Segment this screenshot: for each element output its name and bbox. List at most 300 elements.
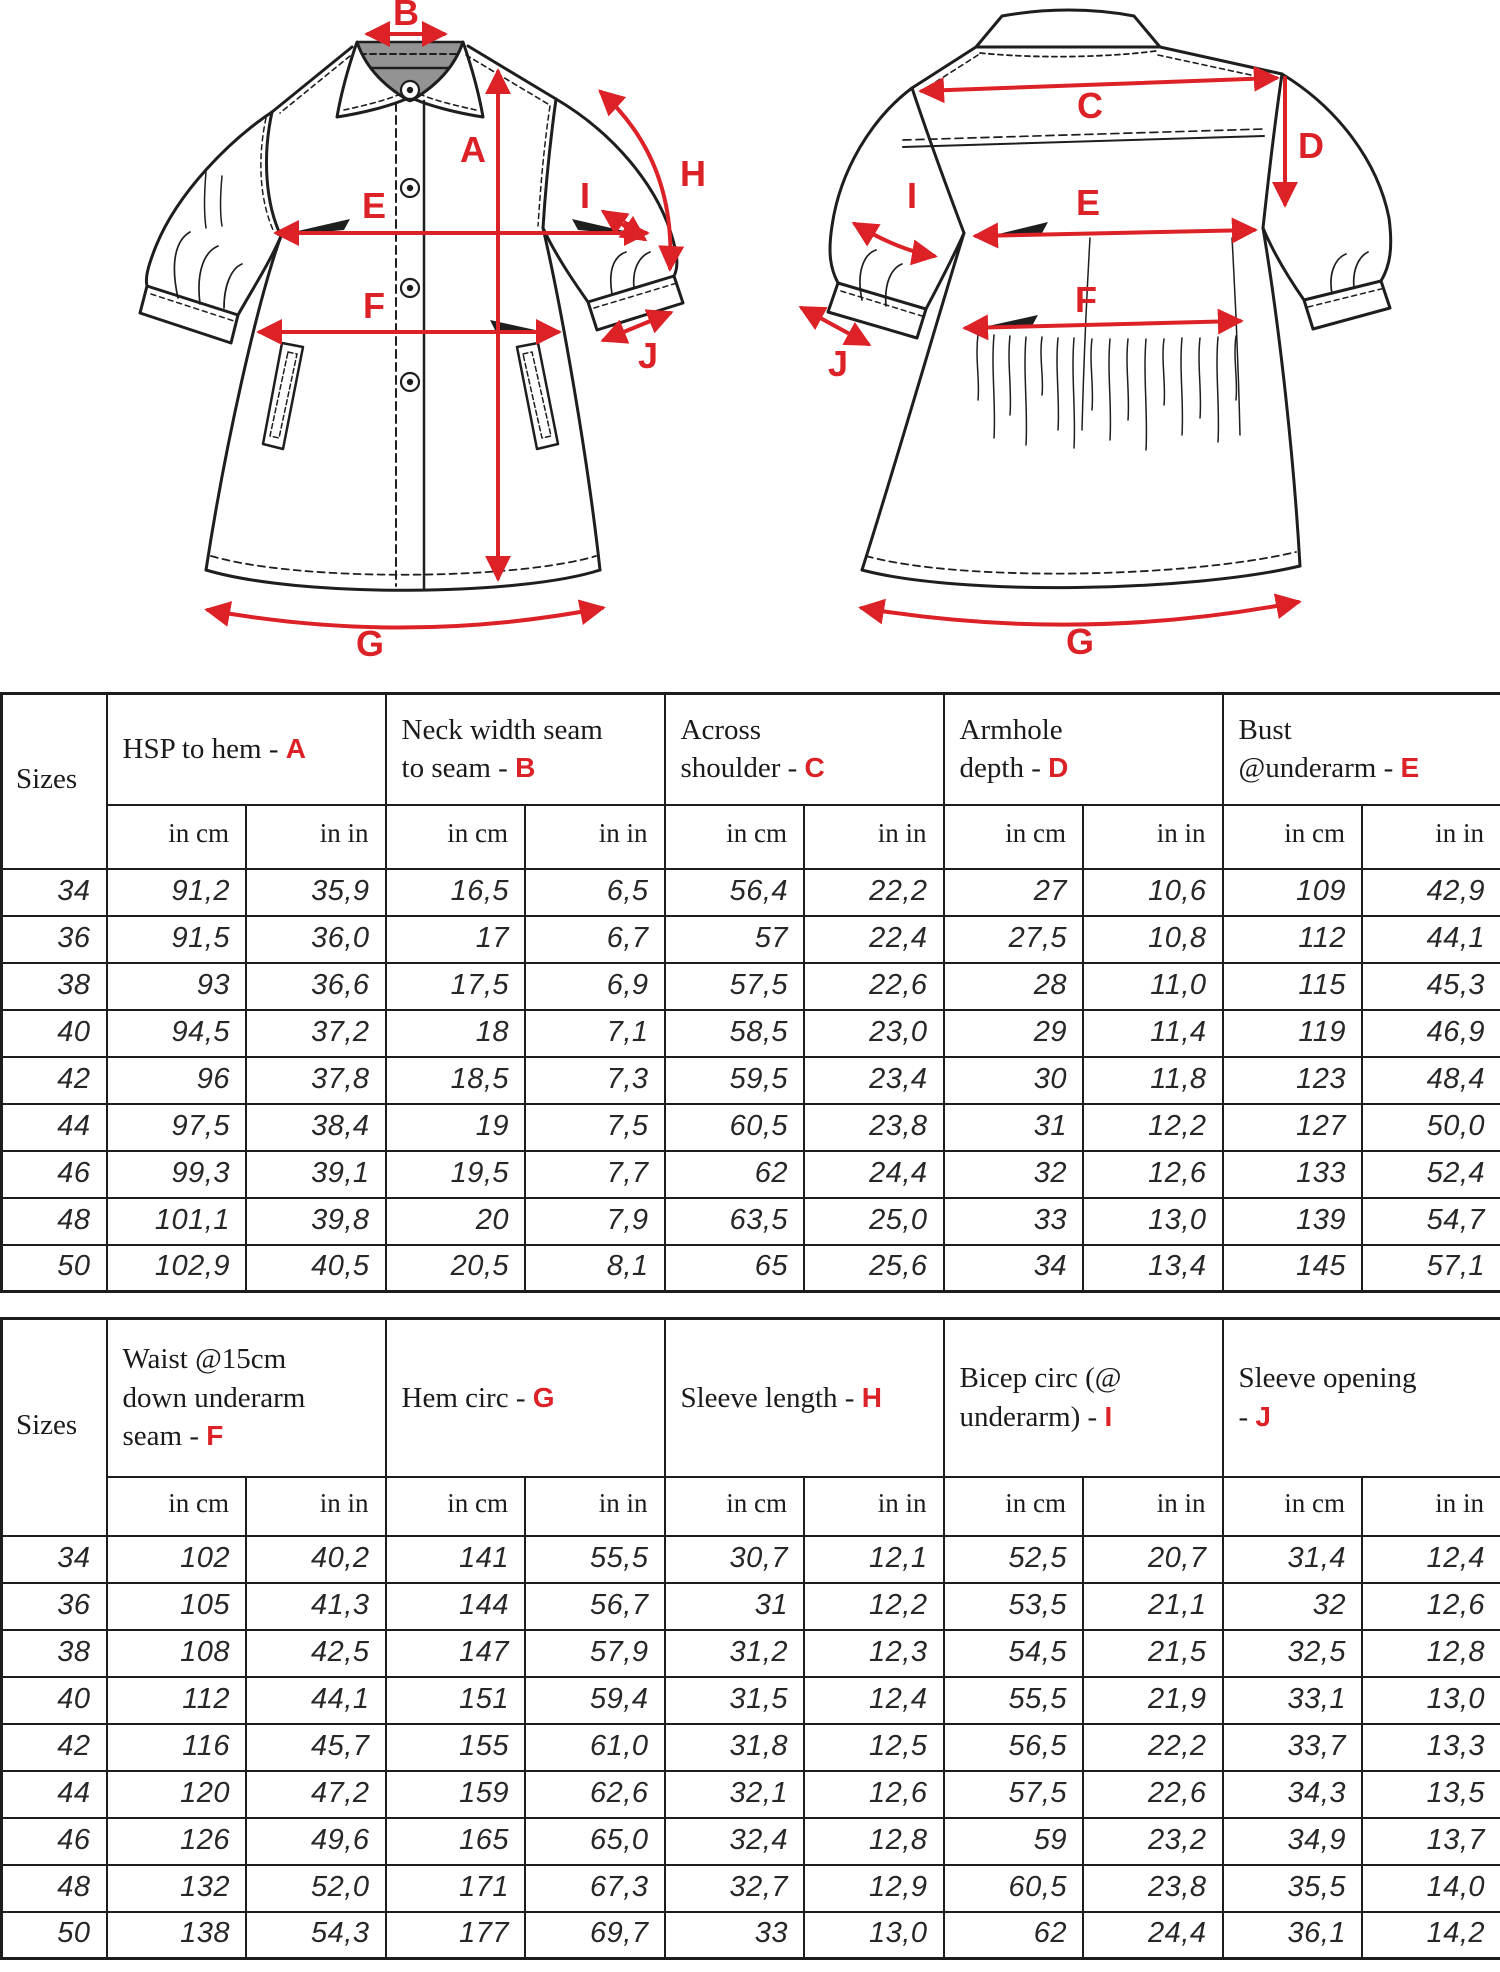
value-cell: 105 [107,1583,247,1630]
group-header-line: down underarm [122,1381,306,1414]
value-cell: 58,5 [665,1010,805,1057]
sizes-label: Sizes [16,1408,78,1441]
value-cell: 22,6 [804,963,944,1010]
value-cell: 31 [665,1583,805,1630]
value-cell: 24,4 [804,1151,944,1198]
measurement-table-f-j [0,1317,1500,1960]
value-cell: 40,5 [246,1245,386,1292]
group-header-line: Neck width seam [401,713,603,746]
size-cell: 36 [2,916,107,963]
measure-arrow-g-front [208,608,602,628]
value-cell: 17,5 [386,963,526,1010]
size-cell: 40 [2,1010,107,1057]
value-cell: 40,2 [246,1536,386,1583]
unit-header-cm: in cm [386,805,526,869]
sizes-column-header [2,1319,107,1536]
value-cell: 22,2 [1083,1724,1223,1771]
measure-label-h: H [680,153,706,194]
measure-letter-g: G [532,1381,555,1413]
value-cell: 6,9 [525,963,665,1010]
value-cell: 23,8 [1083,1865,1223,1912]
value-cell: 102 [107,1536,247,1583]
size-row-44 [2,1771,1500,1818]
size-row-34 [2,1536,1500,1583]
value-cell: 36,0 [246,916,386,963]
value-cell: 33,1 [1223,1677,1363,1724]
measure-label-f-front: F [363,285,385,326]
size-cell: 42 [2,1724,107,1771]
size-cell: 34 [2,1536,107,1583]
measure-label-e-back: E [1075,182,1101,223]
value-cell: 39,1 [246,1151,386,1198]
value-cell: 59,5 [665,1057,805,1104]
value-cell: 45,7 [246,1724,386,1771]
value-cell: 31 [944,1104,1084,1151]
value-cell: 67,3 [525,1865,665,1912]
measure-label-c: C [1077,85,1103,126]
measure-label-j-back: J [827,343,849,384]
group-header-line: shoulder - [680,752,798,785]
value-cell: 151 [386,1677,526,1724]
value-cell: 141 [386,1536,526,1583]
back-view-drawing [828,10,1391,588]
value-cell: 60,5 [665,1104,805,1151]
measure-letter-d: D [1048,752,1069,784]
value-cell: 93 [107,963,247,1010]
value-cell: 94,5 [107,1010,247,1057]
measure-letter-e: E [1400,752,1420,784]
value-cell: 37,8 [246,1057,386,1104]
value-cell: 147 [386,1630,526,1677]
value-cell: 50,0 [1362,1104,1500,1151]
value-cell: 11,4 [1083,1010,1223,1057]
value-cell: 132 [107,1865,247,1912]
value-cell: 32,5 [1223,1630,1363,1677]
value-cell: 12,2 [804,1583,944,1630]
gathering-lines [977,334,1236,450]
value-cell: 32,1 [665,1771,805,1818]
group-header-line: - [1238,1400,1249,1433]
value-cell: 31,5 [665,1677,805,1724]
value-cell: 49,6 [246,1818,386,1865]
group-header-line: @underarm - [1238,752,1394,785]
size-cell: 42 [2,1057,107,1104]
value-cell: 63,5 [665,1198,805,1245]
value-cell: 42,9 [1362,869,1500,916]
value-cell: 25,0 [804,1198,944,1245]
value-cell: 99,3 [107,1151,247,1198]
size-row-34 [2,869,1500,916]
unit-header-cm: in cm [1223,1477,1363,1536]
value-cell: 54,3 [246,1912,386,1959]
unit-header-in: in in [1362,805,1500,869]
unit-header-in: in in [1083,805,1223,869]
column-group-header-c [665,694,944,805]
value-cell: 101,1 [107,1198,247,1245]
value-cell: 44,1 [1362,916,1500,963]
front-measure-arrows [208,34,670,628]
size-row-38 [2,963,1500,1010]
value-cell: 32,7 [665,1865,805,1912]
value-cell: 35,9 [246,869,386,916]
value-cell: 48,4 [1362,1057,1500,1104]
size-cell: 50 [2,1912,107,1959]
value-cell: 22,6 [1083,1771,1223,1818]
value-cell: 12,4 [804,1677,944,1724]
value-cell: 60,5 [944,1865,1084,1912]
column-group-header-i [944,1319,1223,1477]
size-row-40 [2,1010,1500,1057]
measure-label-d: D [1298,125,1324,166]
size-row-48 [2,1198,1500,1245]
size-row-42 [2,1057,1500,1104]
measure-letter-f: F [206,1419,224,1451]
group-header-line: Bust [1238,713,1292,746]
unit-header-cm: in cm [386,1477,526,1536]
value-cell: 18,5 [386,1057,526,1104]
value-cell: 112 [1223,916,1363,963]
value-cell: 7,3 [525,1057,665,1104]
size-row-38 [2,1630,1500,1677]
value-cell: 13,0 [1362,1677,1500,1724]
value-cell: 171 [386,1865,526,1912]
value-cell: 12,6 [804,1771,944,1818]
value-cell: 7,5 [525,1104,665,1151]
value-cell: 69,7 [525,1912,665,1959]
value-cell: 126 [107,1818,247,1865]
measure-label-i-back: I [906,175,918,216]
value-cell: 65,0 [525,1818,665,1865]
measure-label-f-back: F [1075,279,1097,320]
value-cell: 18 [386,1010,526,1057]
measure-letter-i: I [1104,1400,1113,1432]
size-cell: 48 [2,1198,107,1245]
value-cell: 12,2 [1083,1104,1223,1151]
measure-label-j-front: J [637,335,659,376]
sizes-label: Sizes [16,762,78,795]
measure-label-g-back: G [1065,621,1095,662]
value-cell: 14,2 [1362,1912,1500,1959]
unit-header-in: in in [525,805,665,869]
value-cell: 12,1 [804,1536,944,1583]
value-cell: 31,2 [665,1630,805,1677]
value-cell: 12,8 [804,1818,944,1865]
value-cell: 16,5 [386,869,526,916]
size-row-50 [2,1912,1500,1959]
value-cell: 33,7 [1223,1724,1363,1771]
value-cell: 52,5 [944,1536,1084,1583]
size-cell: 50 [2,1245,107,1292]
measure-letter-c: C [804,752,825,784]
value-cell: 37,2 [246,1010,386,1057]
size-cell: 34 [2,869,107,916]
unit-header-cm: in cm [665,1477,805,1536]
size-cell: 48 [2,1865,107,1912]
column-group-header-j [1223,1319,1500,1477]
value-cell: 36,1 [1223,1912,1363,1959]
measurement-table-a-e [0,692,1500,1293]
value-cell: 6,7 [525,916,665,963]
measure-letter-a: A [285,733,307,765]
size-cell: 44 [2,1771,107,1818]
value-cell: 55,5 [944,1677,1084,1724]
value-cell: 13,3 [1362,1724,1500,1771]
value-cell: 55,5 [525,1536,665,1583]
value-cell: 12,5 [804,1724,944,1771]
value-cell: 20,5 [386,1245,526,1292]
value-cell: 13,5 [1362,1771,1500,1818]
value-cell: 23,2 [1083,1818,1223,1865]
size-row-50 [2,1245,1500,1292]
value-cell: 13,4 [1083,1245,1223,1292]
measure-label-e-front: E [361,185,387,226]
value-cell: 23,8 [804,1104,944,1151]
value-cell: 41,3 [246,1583,386,1630]
unit-header-in: in in [1083,1477,1223,1536]
value-cell: 27,5 [944,916,1084,963]
value-cell: 138 [107,1912,247,1959]
measure-arrow-i-back [855,224,934,256]
value-cell: 139 [1223,1198,1363,1245]
unit-header-cm: in cm [944,1477,1084,1536]
value-cell: 47,2 [246,1771,386,1818]
value-cell: 145 [1223,1245,1363,1292]
unit-header-in: in in [804,1477,944,1536]
value-cell: 38,4 [246,1104,386,1151]
measure-letter-j: J [1255,1400,1271,1432]
value-cell: 52,4 [1362,1151,1500,1198]
unit-header-cm: in cm [107,1477,247,1536]
size-cell: 44 [2,1104,107,1151]
unit-header-cm: in cm [107,805,247,869]
value-cell: 23,0 [804,1010,944,1057]
value-cell: 52,0 [246,1865,386,1912]
value-cell: 56,4 [665,869,805,916]
value-cell: 57,1 [1362,1245,1500,1292]
value-cell: 44,1 [246,1677,386,1724]
value-cell: 57 [665,916,805,963]
group-header-line: Waist @15cm [122,1343,287,1376]
size-row-40 [2,1677,1500,1724]
size-row-46 [2,1151,1500,1198]
value-cell: 62,6 [525,1771,665,1818]
value-cell: 59 [944,1818,1084,1865]
value-cell: 165 [386,1818,526,1865]
value-cell: 62 [944,1912,1084,1959]
size-row-46 [2,1818,1500,1865]
value-cell: 17 [386,916,526,963]
button-icon [401,81,419,391]
value-cell: 10,8 [1083,916,1223,963]
value-cell: 54,7 [1362,1198,1500,1245]
group-header-line: underarm) - [959,1400,1098,1433]
value-cell: 46,9 [1362,1010,1500,1057]
value-cell: 27 [944,869,1084,916]
value-cell: 34,9 [1223,1818,1363,1865]
value-cell: 53,5 [944,1583,1084,1630]
measure-letter-b: B [515,752,536,784]
value-cell: 11,0 [1083,963,1223,1010]
value-cell: 127 [1223,1104,1363,1151]
value-cell: 21,1 [1083,1583,1223,1630]
value-cell: 120 [107,1771,247,1818]
value-cell: 22,2 [804,869,944,916]
size-cell: 46 [2,1151,107,1198]
measure-label-i-front: I [579,175,590,216]
size-cell: 36 [2,1583,107,1630]
value-cell: 19 [386,1104,526,1151]
value-cell: 20 [386,1198,526,1245]
group-header-line: Across [680,713,762,746]
value-cell: 12,6 [1083,1151,1223,1198]
value-cell: 123 [1223,1057,1363,1104]
value-cell: 33 [665,1912,805,1959]
unit-header-cm: in cm [944,805,1084,869]
back-measure-arrows [802,78,1298,625]
column-group-header-f [107,1319,386,1477]
value-cell: 144 [386,1583,526,1630]
value-cell: 8,1 [525,1245,665,1292]
value-cell: 57,5 [665,963,805,1010]
value-cell: 56,5 [944,1724,1084,1771]
size-cell: 38 [2,963,107,1010]
front-view-drawing [140,42,683,590]
size-row-36 [2,1583,1500,1630]
value-cell: 32 [1223,1583,1363,1630]
value-cell: 91,5 [107,916,247,963]
value-cell: 28 [944,963,1084,1010]
value-cell: 7,1 [525,1010,665,1057]
value-cell: 11,8 [1083,1057,1223,1104]
value-cell: 12,3 [804,1630,944,1677]
unit-header-in: in in [246,1477,386,1536]
group-header-line: depth - [959,752,1041,785]
value-cell: 61,0 [525,1724,665,1771]
value-cell: 31,4 [1223,1536,1363,1583]
value-cell: 56,7 [525,1583,665,1630]
value-cell: 30 [944,1057,1084,1104]
value-cell: 102,9 [107,1245,247,1292]
measure-arrow-h [601,92,670,268]
value-cell: 22,4 [804,916,944,963]
group-header-line: Sleeve length - [680,1381,855,1414]
value-cell: 23,4 [804,1057,944,1104]
value-cell: 108 [107,1630,247,1677]
value-cell: 30,7 [665,1536,805,1583]
group-header-line: Sleeve opening [1238,1362,1417,1395]
value-cell: 115 [1223,963,1363,1010]
unit-header-cm: in cm [665,805,805,869]
sizes-column-header [2,694,107,869]
value-cell: 19,5 [386,1151,526,1198]
garment-diagram [0,0,1500,692]
value-cell: 12,6 [1362,1583,1500,1630]
value-cell: 97,5 [107,1104,247,1151]
size-cell: 46 [2,1818,107,1865]
column-group-header-d [944,694,1223,805]
value-cell: 112 [107,1677,247,1724]
value-cell: 20,7 [1083,1536,1223,1583]
size-cell: 38 [2,1630,107,1677]
value-cell: 13,7 [1362,1818,1500,1865]
unit-header-in: in in [804,805,944,869]
value-cell: 59,4 [525,1677,665,1724]
value-cell: 42,5 [246,1630,386,1677]
measure-label-g-front: G [355,623,385,664]
measure-label-b: B [393,0,419,33]
unit-header-cm: in cm [1223,805,1363,869]
value-cell: 24,4 [1083,1912,1223,1959]
value-cell: 96 [107,1057,247,1104]
measure-label-a: A [460,129,486,170]
value-cell: 155 [386,1724,526,1771]
size-row-36 [2,916,1500,963]
value-cell: 45,3 [1362,963,1500,1010]
value-cell: 29 [944,1010,1084,1057]
value-cell: 13,0 [804,1912,944,1959]
value-cell: 21,9 [1083,1677,1223,1724]
unit-header-in: in in [1362,1477,1500,1536]
unit-header-in: in in [246,805,386,869]
value-cell: 10,6 [1083,869,1223,916]
value-cell: 31,8 [665,1724,805,1771]
value-cell: 133 [1223,1151,1363,1198]
table-gap [0,1293,1500,1317]
value-cell: 12,4 [1362,1536,1500,1583]
group-header-line: seam - [122,1419,199,1452]
value-cell: 35,5 [1223,1865,1363,1912]
value-cell: 54,5 [944,1630,1084,1677]
value-cell: 32,4 [665,1818,805,1865]
value-cell: 57,9 [525,1630,665,1677]
measure-letter-h: H [861,1381,882,1413]
value-cell: 34,3 [1223,1771,1363,1818]
value-cell: 7,7 [525,1151,665,1198]
value-cell: 36,6 [246,963,386,1010]
value-cell: 39,8 [246,1198,386,1245]
value-cell: 34 [944,1245,1084,1292]
value-cell: 21,5 [1083,1630,1223,1677]
value-cell: 91,2 [107,869,247,916]
group-header-line: to seam - [401,752,508,785]
column-group-header-h [665,1319,944,1477]
group-header-line: HSP to hem - [122,733,279,766]
value-cell: 33 [944,1198,1084,1245]
value-cell: 159 [386,1771,526,1818]
unit-header-in: in in [525,1477,665,1536]
value-cell: 116 [107,1724,247,1771]
group-header-line: Armhole [959,713,1063,746]
value-cell: 7,9 [525,1198,665,1245]
value-cell: 12,9 [804,1865,944,1912]
value-cell: 65 [665,1245,805,1292]
size-cell: 40 [2,1677,107,1724]
group-header-line: Bicep circ (@ [959,1362,1122,1395]
value-cell: 109 [1223,869,1363,916]
column-group-header-a [107,694,386,805]
value-cell: 14,0 [1362,1865,1500,1912]
column-group-header-e [1223,694,1500,805]
group-header-line: Hem circ - [401,1381,526,1414]
column-group-header-b [386,694,665,805]
value-cell: 13,0 [1083,1198,1223,1245]
value-cell: 12,8 [1362,1630,1500,1677]
value-cell: 177 [386,1912,526,1959]
value-cell: 119 [1223,1010,1363,1057]
size-row-44 [2,1104,1500,1151]
value-cell: 6,5 [525,869,665,916]
value-cell: 32 [944,1151,1084,1198]
